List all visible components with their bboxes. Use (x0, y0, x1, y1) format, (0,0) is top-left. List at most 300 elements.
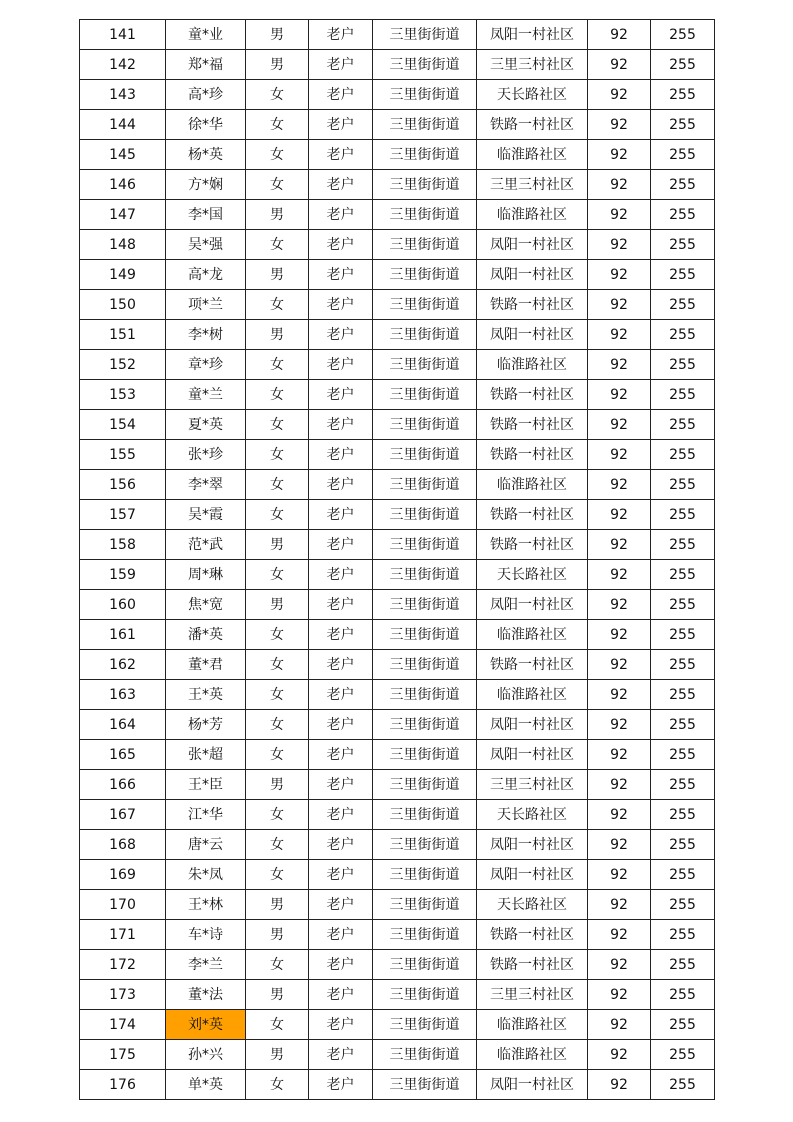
household-type-cell: 老户 (309, 710, 373, 740)
amount-cell: 255 (651, 860, 715, 890)
community-cell: 天长路社区 (477, 560, 588, 590)
household-type-cell: 老户 (309, 1010, 373, 1040)
gender-cell: 女 (246, 230, 309, 260)
street-cell: 三里街街道 (373, 620, 477, 650)
household-type-cell: 老户 (309, 620, 373, 650)
community-cell: 天长路社区 (477, 80, 588, 110)
age-cell: 92 (588, 680, 651, 710)
table-row (80, 530, 715, 560)
household-type-cell: 老户 (309, 20, 373, 50)
gender-cell: 女 (246, 80, 309, 110)
street-cell: 三里街街道 (373, 200, 477, 230)
gender-cell: 女 (246, 860, 309, 890)
street-cell: 三里街街道 (373, 950, 477, 980)
gender-cell: 女 (246, 680, 309, 710)
amount-cell: 255 (651, 620, 715, 650)
community-cell: 铁路一村社区 (477, 290, 588, 320)
age-cell: 92 (588, 530, 651, 560)
table-row (80, 80, 715, 110)
gender-cell: 男 (246, 920, 309, 950)
table-row (80, 350, 715, 380)
row-number-cell: 154 (80, 410, 166, 440)
street-cell: 三里街街道 (373, 410, 477, 440)
street-cell: 三里街街道 (373, 440, 477, 470)
name-cell: 李*兰 (166, 950, 246, 980)
age-cell: 92 (588, 920, 651, 950)
gender-cell: 女 (246, 740, 309, 770)
age-cell: 92 (588, 770, 651, 800)
street-cell: 三里街街道 (373, 80, 477, 110)
household-type-cell: 老户 (309, 230, 373, 260)
gender-cell: 男 (246, 530, 309, 560)
street-cell: 三里街街道 (373, 530, 477, 560)
row-number-cell: 164 (80, 710, 166, 740)
street-cell: 三里街街道 (373, 140, 477, 170)
name-cell: 张*珍 (166, 440, 246, 470)
amount-cell: 255 (651, 440, 715, 470)
household-type-cell: 老户 (309, 500, 373, 530)
amount-cell: 255 (651, 740, 715, 770)
name-cell: 项*兰 (166, 290, 246, 320)
community-cell: 铁路一村社区 (477, 920, 588, 950)
name-cell: 周*琳 (166, 560, 246, 590)
age-cell: 92 (588, 260, 651, 290)
table-row (80, 1070, 715, 1100)
household-type-cell: 老户 (309, 680, 373, 710)
amount-cell: 255 (651, 140, 715, 170)
amount-cell: 255 (651, 950, 715, 980)
table-row (80, 650, 715, 680)
row-number-cell: 146 (80, 170, 166, 200)
row-number-cell: 153 (80, 380, 166, 410)
name-cell: 杨*芳 (166, 710, 246, 740)
amount-cell: 255 (651, 500, 715, 530)
household-type-cell: 老户 (309, 260, 373, 290)
street-cell: 三里街街道 (373, 50, 477, 80)
community-cell: 临淮路社区 (477, 470, 588, 500)
community-cell: 铁路一村社区 (477, 500, 588, 530)
amount-cell: 255 (651, 260, 715, 290)
name-cell: 李*树 (166, 320, 246, 350)
name-cell: 童*业 (166, 20, 246, 50)
gender-cell: 男 (246, 20, 309, 50)
table-row (80, 830, 715, 860)
age-cell: 92 (588, 560, 651, 590)
age-cell: 92 (588, 890, 651, 920)
row-number-cell: 144 (80, 110, 166, 140)
amount-cell: 255 (651, 20, 715, 50)
gender-cell: 女 (246, 1010, 309, 1040)
street-cell: 三里街街道 (373, 890, 477, 920)
community-cell: 凤阳一村社区 (477, 230, 588, 260)
amount-cell: 255 (651, 350, 715, 380)
row-number-cell: 150 (80, 290, 166, 320)
street-cell: 三里街街道 (373, 920, 477, 950)
age-cell: 92 (588, 1070, 651, 1100)
name-cell: 车*诗 (166, 920, 246, 950)
age-cell: 92 (588, 110, 651, 140)
amount-cell: 255 (651, 50, 715, 80)
name-cell: 潘*英 (166, 620, 246, 650)
row-number-cell: 167 (80, 800, 166, 830)
age-cell: 92 (588, 140, 651, 170)
name-cell: 徐*华 (166, 110, 246, 140)
name-cell: 孙*兴 (166, 1040, 246, 1070)
row-number-cell: 162 (80, 650, 166, 680)
amount-cell: 255 (651, 560, 715, 590)
row-number-cell: 168 (80, 830, 166, 860)
name-cell: 高*珍 (166, 80, 246, 110)
row-number-cell: 145 (80, 140, 166, 170)
table-row (80, 680, 715, 710)
gender-cell: 女 (246, 950, 309, 980)
row-number-cell: 170 (80, 890, 166, 920)
household-type-cell: 老户 (309, 650, 373, 680)
household-type-cell: 老户 (309, 740, 373, 770)
street-cell: 三里街街道 (373, 380, 477, 410)
household-type-cell: 老户 (309, 50, 373, 80)
amount-cell: 255 (651, 80, 715, 110)
name-cell: 唐*云 (166, 830, 246, 860)
age-cell: 92 (588, 20, 651, 50)
age-cell: 92 (588, 740, 651, 770)
gender-cell: 男 (246, 770, 309, 800)
gender-cell: 女 (246, 380, 309, 410)
row-number-cell: 159 (80, 560, 166, 590)
age-cell: 92 (588, 410, 651, 440)
table-row (80, 590, 715, 620)
table-row (80, 710, 715, 740)
gender-cell: 男 (246, 320, 309, 350)
community-cell: 凤阳一村社区 (477, 860, 588, 890)
community-cell: 凤阳一村社区 (477, 590, 588, 620)
household-type-cell: 老户 (309, 860, 373, 890)
table-row (80, 410, 715, 440)
street-cell: 三里街街道 (373, 740, 477, 770)
street-cell: 三里街街道 (373, 1010, 477, 1040)
community-cell: 铁路一村社区 (477, 410, 588, 440)
row-number-cell: 174 (80, 1010, 166, 1040)
gender-cell: 女 (246, 110, 309, 140)
name-cell: 章*珍 (166, 350, 246, 380)
gender-cell: 女 (246, 710, 309, 740)
community-cell: 临淮路社区 (477, 350, 588, 380)
age-cell: 92 (588, 590, 651, 620)
age-cell: 92 (588, 470, 651, 500)
row-number-cell: 149 (80, 260, 166, 290)
household-type-cell: 老户 (309, 440, 373, 470)
household-type-cell: 老户 (309, 980, 373, 1010)
gender-cell: 女 (246, 350, 309, 380)
age-cell: 92 (588, 380, 651, 410)
community-cell: 铁路一村社区 (477, 950, 588, 980)
community-cell: 凤阳一村社区 (477, 740, 588, 770)
name-cell: 董*君 (166, 650, 246, 680)
name-cell: 吴*强 (166, 230, 246, 260)
community-cell: 铁路一村社区 (477, 440, 588, 470)
community-cell: 凤阳一村社区 (477, 1070, 588, 1100)
row-number-cell: 158 (80, 530, 166, 560)
gender-cell: 女 (246, 170, 309, 200)
amount-cell: 255 (651, 1070, 715, 1100)
name-cell: 夏*英 (166, 410, 246, 440)
community-cell: 凤阳一村社区 (477, 260, 588, 290)
age-cell: 92 (588, 320, 651, 350)
table-row (80, 170, 715, 200)
street-cell: 三里街街道 (373, 320, 477, 350)
community-cell: 铁路一村社区 (477, 110, 588, 140)
roster-body (80, 20, 715, 1100)
table-row (80, 620, 715, 650)
row-number-cell: 172 (80, 950, 166, 980)
household-type-cell: 老户 (309, 200, 373, 230)
table-row (80, 140, 715, 170)
row-number-cell: 165 (80, 740, 166, 770)
community-cell: 凤阳一村社区 (477, 320, 588, 350)
table-row (80, 860, 715, 890)
age-cell: 92 (588, 980, 651, 1010)
age-cell: 92 (588, 830, 651, 860)
street-cell: 三里街街道 (373, 230, 477, 260)
street-cell: 三里街街道 (373, 650, 477, 680)
street-cell: 三里街街道 (373, 20, 477, 50)
amount-cell: 255 (651, 1010, 715, 1040)
amount-cell: 255 (651, 380, 715, 410)
age-cell: 92 (588, 50, 651, 80)
amount-cell: 255 (651, 650, 715, 680)
age-cell: 92 (588, 230, 651, 260)
row-number-cell: 169 (80, 860, 166, 890)
household-type-cell: 老户 (309, 380, 373, 410)
name-cell: 郑*福 (166, 50, 246, 80)
name-cell: 范*武 (166, 530, 246, 560)
gender-cell: 男 (246, 980, 309, 1010)
community-cell: 铁路一村社区 (477, 380, 588, 410)
gender-cell: 男 (246, 1040, 309, 1070)
street-cell: 三里街街道 (373, 1070, 477, 1100)
table-row (80, 890, 715, 920)
community-cell: 临淮路社区 (477, 680, 588, 710)
gender-cell: 女 (246, 650, 309, 680)
name-cell: 江*华 (166, 800, 246, 830)
gender-cell: 女 (246, 440, 309, 470)
age-cell: 92 (588, 500, 651, 530)
street-cell: 三里街街道 (373, 680, 477, 710)
street-cell: 三里街街道 (373, 260, 477, 290)
table-row (80, 320, 715, 350)
amount-cell: 255 (651, 830, 715, 860)
amount-cell: 255 (651, 980, 715, 1010)
gender-cell: 女 (246, 410, 309, 440)
street-cell: 三里街街道 (373, 590, 477, 620)
gender-cell: 女 (246, 560, 309, 590)
row-number-cell: 151 (80, 320, 166, 350)
name-cell: 刘*英 (166, 1010, 246, 1040)
table-row (80, 920, 715, 950)
community-cell: 三里三村社区 (477, 770, 588, 800)
household-type-cell: 老户 (309, 830, 373, 860)
amount-cell: 255 (651, 680, 715, 710)
household-type-cell: 老户 (309, 410, 373, 440)
name-cell: 吴*霞 (166, 500, 246, 530)
street-cell: 三里街街道 (373, 770, 477, 800)
amount-cell: 255 (651, 920, 715, 950)
gender-cell: 男 (246, 50, 309, 80)
row-number-cell: 160 (80, 590, 166, 620)
street-cell: 三里街街道 (373, 1040, 477, 1070)
name-cell: 王*臣 (166, 770, 246, 800)
gender-cell: 女 (246, 1070, 309, 1100)
table-row (80, 500, 715, 530)
name-cell: 焦*宽 (166, 590, 246, 620)
gender-cell: 女 (246, 500, 309, 530)
row-number-cell: 173 (80, 980, 166, 1010)
community-cell: 临淮路社区 (477, 200, 588, 230)
community-cell: 凤阳一村社区 (477, 20, 588, 50)
age-cell: 92 (588, 710, 651, 740)
age-cell: 92 (588, 950, 651, 980)
household-type-cell: 老户 (309, 590, 373, 620)
table-row (80, 230, 715, 260)
amount-cell: 255 (651, 1040, 715, 1070)
amount-cell: 255 (651, 710, 715, 740)
name-cell: 董*法 (166, 980, 246, 1010)
gender-cell: 女 (246, 290, 309, 320)
row-number-cell: 143 (80, 80, 166, 110)
street-cell: 三里街街道 (373, 350, 477, 380)
row-number-cell: 166 (80, 770, 166, 800)
row-number-cell: 157 (80, 500, 166, 530)
row-number-cell: 141 (80, 20, 166, 50)
street-cell: 三里街街道 (373, 500, 477, 530)
community-cell: 铁路一村社区 (477, 530, 588, 560)
amount-cell: 255 (651, 200, 715, 230)
community-cell: 三里三村社区 (477, 50, 588, 80)
row-number-cell: 171 (80, 920, 166, 950)
row-number-cell: 176 (80, 1070, 166, 1100)
age-cell: 92 (588, 1040, 651, 1070)
row-number-cell: 155 (80, 440, 166, 470)
household-type-cell: 老户 (309, 770, 373, 800)
name-cell: 张*超 (166, 740, 246, 770)
table-row (80, 800, 715, 830)
community-cell: 天长路社区 (477, 800, 588, 830)
street-cell: 三里街街道 (373, 290, 477, 320)
street-cell: 三里街街道 (373, 470, 477, 500)
age-cell: 92 (588, 170, 651, 200)
row-number-cell: 152 (80, 350, 166, 380)
amount-cell: 255 (651, 230, 715, 260)
table-row (80, 470, 715, 500)
row-number-cell: 161 (80, 620, 166, 650)
amount-cell: 255 (651, 470, 715, 500)
row-number-cell: 156 (80, 470, 166, 500)
table-row (80, 980, 715, 1010)
table-row (80, 200, 715, 230)
community-cell: 天长路社区 (477, 890, 588, 920)
gender-cell: 男 (246, 200, 309, 230)
amount-cell: 255 (651, 530, 715, 560)
household-type-cell: 老户 (309, 1070, 373, 1100)
street-cell: 三里街街道 (373, 710, 477, 740)
table-row (80, 380, 715, 410)
amount-cell: 255 (651, 770, 715, 800)
age-cell: 92 (588, 200, 651, 230)
household-type-cell: 老户 (309, 110, 373, 140)
name-cell: 高*龙 (166, 260, 246, 290)
community-cell: 凤阳一村社区 (477, 710, 588, 740)
household-type-cell: 老户 (309, 950, 373, 980)
community-cell: 临淮路社区 (477, 620, 588, 650)
name-cell: 杨*英 (166, 140, 246, 170)
table-row (80, 110, 715, 140)
amount-cell: 255 (651, 320, 715, 350)
age-cell: 92 (588, 80, 651, 110)
table-row (80, 1040, 715, 1070)
age-cell: 92 (588, 350, 651, 380)
gender-cell: 男 (246, 890, 309, 920)
household-type-cell: 老户 (309, 170, 373, 200)
gender-cell: 女 (246, 470, 309, 500)
household-type-cell: 老户 (309, 80, 373, 110)
name-cell: 王*林 (166, 890, 246, 920)
gender-cell: 女 (246, 620, 309, 650)
street-cell: 三里街街道 (373, 170, 477, 200)
name-cell: 朱*凤 (166, 860, 246, 890)
table-row (80, 260, 715, 290)
table-row (80, 20, 715, 50)
gender-cell: 女 (246, 800, 309, 830)
table-row (80, 1010, 715, 1040)
amount-cell: 255 (651, 590, 715, 620)
name-cell: 方*娴 (166, 170, 246, 200)
gender-cell: 女 (246, 830, 309, 860)
age-cell: 92 (588, 620, 651, 650)
street-cell: 三里街街道 (373, 560, 477, 590)
row-number-cell: 148 (80, 230, 166, 260)
household-type-cell: 老户 (309, 800, 373, 830)
community-cell: 铁路一村社区 (477, 650, 588, 680)
age-cell: 92 (588, 1010, 651, 1040)
household-type-cell: 老户 (309, 920, 373, 950)
table-row (80, 770, 715, 800)
table-row (80, 950, 715, 980)
community-cell: 凤阳一村社区 (477, 830, 588, 860)
amount-cell: 255 (651, 890, 715, 920)
name-cell: 单*英 (166, 1070, 246, 1100)
amount-cell: 255 (651, 170, 715, 200)
row-number-cell: 147 (80, 200, 166, 230)
name-cell: 李*翠 (166, 470, 246, 500)
street-cell: 三里街街道 (373, 860, 477, 890)
household-type-cell: 老户 (309, 890, 373, 920)
community-cell: 临淮路社区 (477, 140, 588, 170)
row-number-cell: 175 (80, 1040, 166, 1070)
community-cell: 三里三村社区 (477, 980, 588, 1010)
street-cell: 三里街街道 (373, 980, 477, 1010)
community-cell: 三里三村社区 (477, 170, 588, 200)
row-number-cell: 163 (80, 680, 166, 710)
household-type-cell: 老户 (309, 530, 373, 560)
age-cell: 92 (588, 800, 651, 830)
age-cell: 92 (588, 860, 651, 890)
table-row (80, 50, 715, 80)
street-cell: 三里街街道 (373, 800, 477, 830)
household-type-cell: 老户 (309, 1040, 373, 1070)
age-cell: 92 (588, 650, 651, 680)
table-row (80, 740, 715, 770)
gender-cell: 男 (246, 260, 309, 290)
